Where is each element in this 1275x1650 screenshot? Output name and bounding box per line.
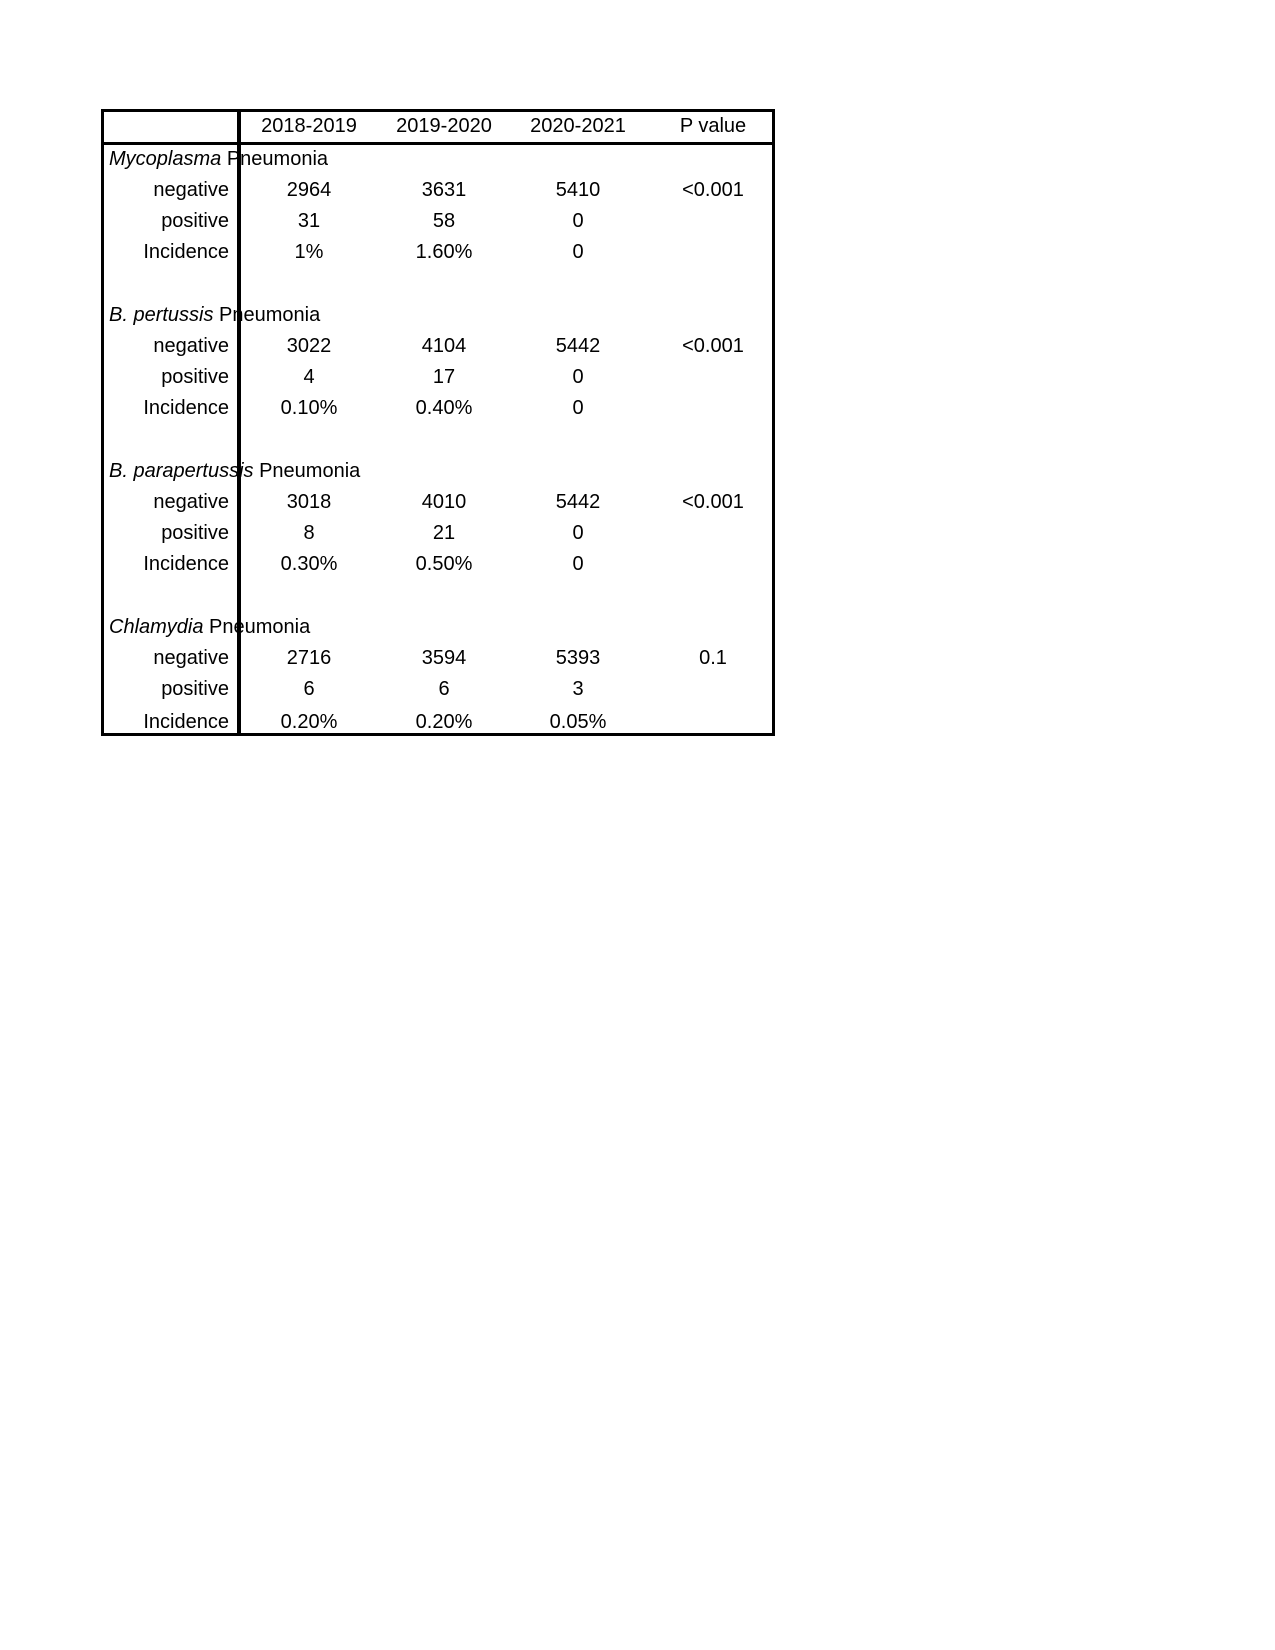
row-label: negative (153, 179, 229, 201)
value-cell: 0 (572, 553, 584, 575)
row-label: positive (161, 678, 229, 700)
value-cell: 0 (572, 397, 584, 419)
value-cell: 4 (303, 366, 315, 388)
value-cell: 2716 (286, 647, 332, 669)
organism-name: Mycoplasma (109, 148, 222, 170)
row-label: negative (153, 647, 229, 669)
value-cell: 6 (303, 678, 315, 700)
value-cell: 0.10% (280, 397, 338, 419)
column-header: 2018-2019 (261, 115, 357, 137)
value-cell: 1% (294, 241, 324, 263)
row-label: positive (161, 522, 229, 544)
column-header: P value (679, 115, 747, 137)
value-cell: 8 (303, 522, 315, 544)
value-cell: 5393 (555, 647, 601, 669)
value-cell: 4104 (421, 335, 467, 357)
value-cell: 1.60% (415, 241, 473, 263)
value-cell: 0.50% (415, 553, 473, 575)
data-table (101, 109, 775, 736)
value-cell: 0.1 (699, 647, 727, 669)
value-cell: 3018 (286, 491, 332, 513)
column-header: 2019-2020 (396, 115, 492, 137)
value-cell: 0.05% (549, 711, 607, 733)
value-cell: 6 (438, 678, 450, 700)
value-cell: <0.001 (682, 335, 744, 357)
group-label (109, 146, 328, 172)
group-suffix: Pneumonia (221, 148, 329, 170)
value-cell: <0.001 (682, 491, 744, 513)
organism-name: B. pertussis (109, 304, 214, 326)
row-label: positive (161, 210, 229, 232)
value-cell: 0.40% (415, 397, 473, 419)
row-label: Incidence (143, 241, 229, 263)
value-cell: 0.20% (415, 711, 473, 733)
value-cell: 0 (572, 241, 584, 263)
column-header: 2020-2021 (530, 115, 626, 137)
value-cell: 21 (432, 522, 456, 544)
row-label: Incidence (143, 711, 229, 733)
value-cell: 31 (297, 210, 321, 232)
value-cell: 0.30% (280, 553, 338, 575)
row-label: negative (153, 335, 229, 357)
row-label: Incidence (143, 397, 229, 419)
value-cell: 0 (572, 210, 584, 232)
row-label: positive (161, 366, 229, 388)
value-cell: 3631 (421, 179, 467, 201)
value-cell: 0 (572, 522, 584, 544)
value-cell: 5442 (555, 491, 601, 513)
header-divider (104, 142, 772, 145)
value-cell: 3 (572, 678, 584, 700)
value-cell: 0 (572, 366, 584, 388)
value-cell: 3594 (421, 647, 467, 669)
value-cell: 3022 (286, 335, 332, 357)
value-cell: 0.20% (280, 711, 338, 733)
value-cell: 5410 (555, 179, 601, 201)
organism-name: Chlamydia (109, 616, 204, 638)
value-cell: 58 (432, 210, 456, 232)
group-label (109, 458, 360, 484)
value-cell: <0.001 (682, 179, 744, 201)
value-cell: 2964 (286, 179, 332, 201)
group-suffix: Pneumonia (213, 304, 321, 326)
group-label (109, 302, 320, 328)
value-cell: 4010 (421, 491, 467, 513)
row-label: Incidence (143, 553, 229, 575)
row-label: negative (153, 491, 229, 513)
group-label (109, 614, 310, 640)
organism-name: B. parapertussis (109, 460, 254, 482)
group-suffix: Pneumonia (203, 616, 311, 638)
value-cell: 5442 (555, 335, 601, 357)
group-suffix: Pneumonia (253, 460, 361, 482)
value-cell: 17 (432, 366, 456, 388)
